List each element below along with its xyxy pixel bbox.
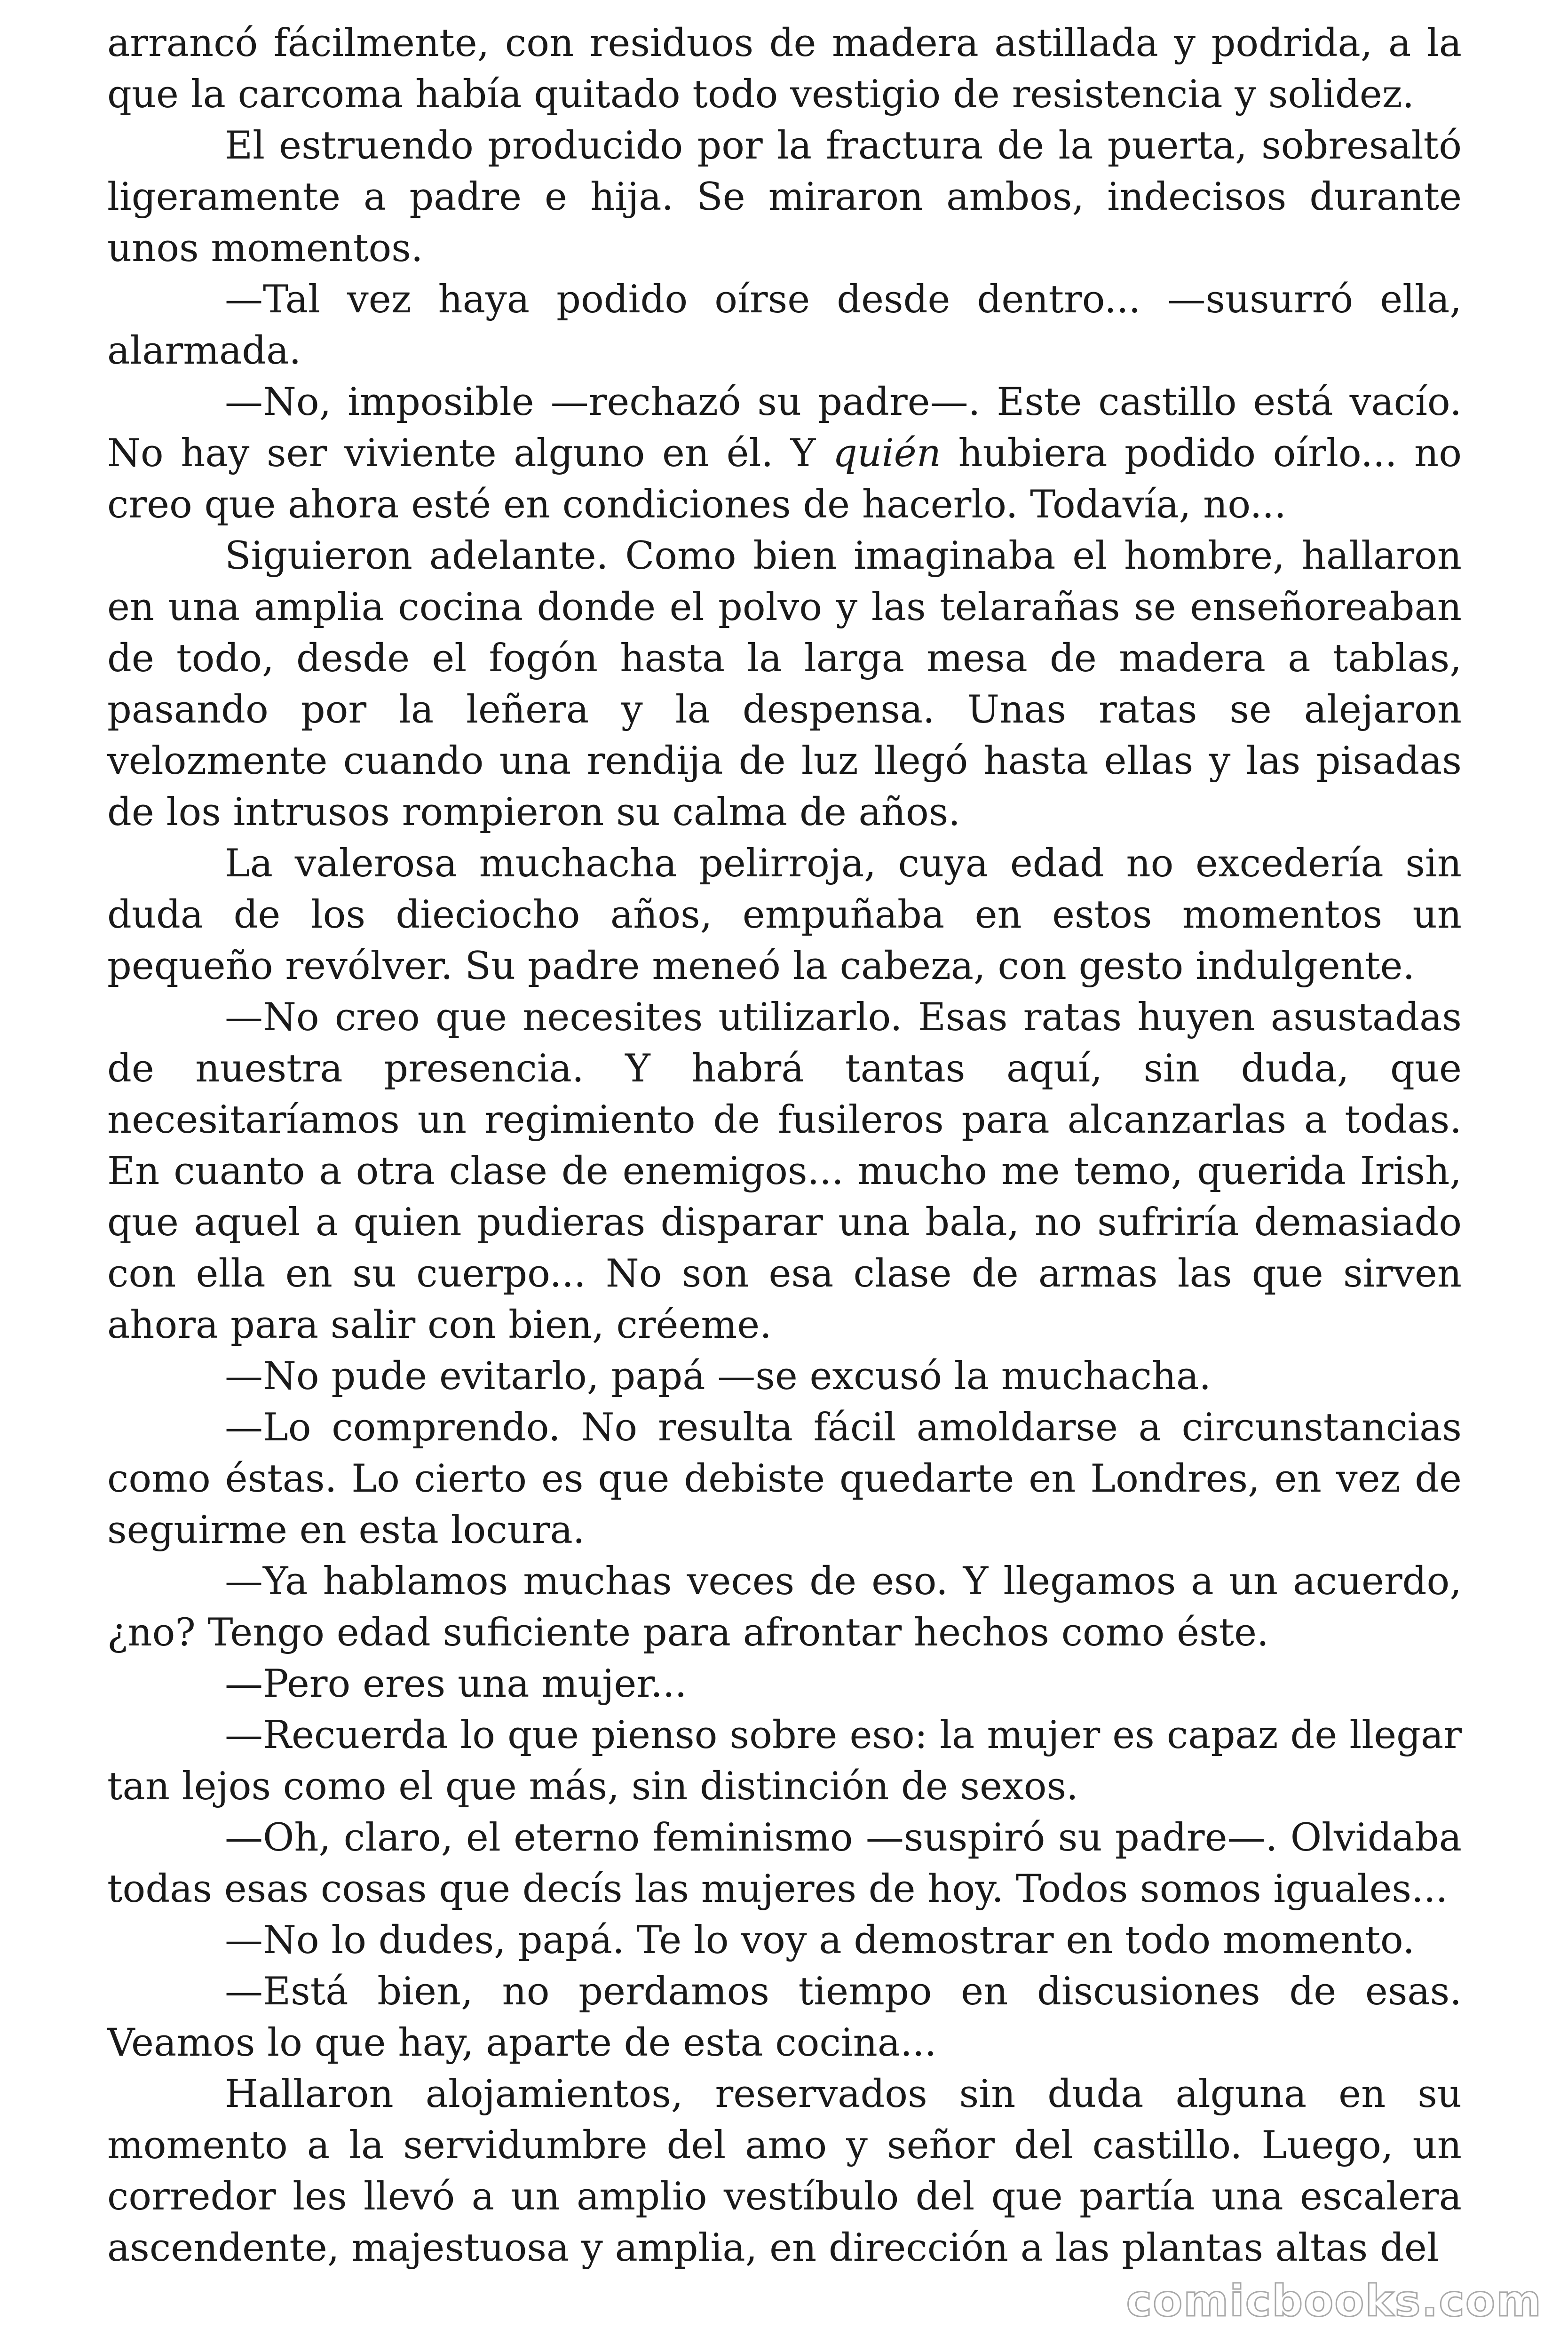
paragraph-1: arrancó fácilmente, con residuos de madera astillada y podrida, a la que la carcoma había quitado todo vestigio de resistencia y solidez. — [107, 21, 1462, 117]
paragraph-14: —No lo dudes, papá. Te lo voy a demostrar en todo momento. — [225, 1918, 1415, 1963]
paragraph-8: —No pude evitarlo, papá —se excusó la muchacha. — [225, 1354, 1212, 1398]
paragraph-4-emphasis: quién — [832, 431, 941, 476]
paragraph-12: —Recuerda lo que pienso sobre eso: la mujer es capaz de llegar tan lejos como el que más, sin distinción de sexos. — [107, 1713, 1462, 1809]
paragraph-9: —Lo comprendo. No resulta fácil amoldarse a circunstancias como éstas. Lo cierto es que debiste quedarte en Londres, en vez de seguirme en esta locura. — [107, 1406, 1462, 1552]
paragraph-4 — [107, 377, 1462, 531]
watermark-logo: comicbooks.com — [1126, 2276, 1542, 2326]
paragraph-13: —Oh, claro, el eterno feminismo —suspiró su padre—. Olvidaba todas esas cosas que decís las mujeres de hoy. Todos somos iguales... — [107, 1816, 1462, 1911]
paragraph-5: Siguieron adelante. Como bien imaginaba el hombre, hallaron en una amplia cocina donde el polvo y las telarañas se enseñoreaban de todo, desde el fogón hasta la larga mesa de madera a tablas, pasando por la leñera y la despensa. Unas ratas se alejaron velozmente cuando una rendija de luz llegó hasta ellas y las pisadas de los intrusos rompieron su calma de años. — [107, 534, 1462, 834]
page-text — [107, 18, 1462, 2274]
paragraph-10: —Ya hablamos muchas veces de eso. Y llegamos a un acuerdo, ¿no? Tengo edad suficiente para afrontar hechos como éste. — [107, 1559, 1462, 1655]
paragraph-2: El estruendo producido por la fractura de la puerta, sobresaltó ligeramente a padre e hija. Se miraron ambos, indecisos durante unos momentos. — [107, 124, 1462, 270]
paragraph-15: —Está bien, no perdamos tiempo en discusiones de esas. Veamos lo que hay, aparte de esta cocina... — [107, 1970, 1462, 2065]
paragraph-16: Hallaron alojamientos, reservados sin duda alguna en su momento a la servidumbre del amo y señor del castillo. Luego, un corredor les llevó a un amplio vestíbulo del que partía una escalera ascendente, majestuosa y amplia, en dirección a las plantas altas del — [107, 2072, 1462, 2270]
paragraph-6: La valerosa muchacha pelirroja, cuya edad no excedería sin duda de los dieciocho años, empuñaba en estos momentos un pequeño revólver. Su padre meneó la cabeza, con gesto indulgente. — [107, 842, 1462, 988]
paragraph-7: —No creo que necesites utilizarlo. Esas ratas huyen asustadas de nuestra presencia. Y habrá tantas aquí, sin duda, que necesitaríamos un regimiento de fusileros para alcanzarlas a todas. En cuanto a otra clase de enemigos... mucho me temo, querida Irish, que aquel a quien pudieras disparar una bala, no sufriría demasiado con ella en su cuerpo... No son esa clase de armas las que sirven ahora para salir con bien, créeme. — [107, 995, 1462, 1347]
paragraph-11: —Pero eres una mujer... — [225, 1662, 687, 1706]
paragraph-3: —Tal vez haya podido oírse desde dentro... —susurró ella, alarmada. — [107, 278, 1462, 373]
paragraph-4-end: hubiera podido oírlo... no creo que ahora esté en condiciones de hacerlo. Todavía, no... — [107, 431, 1462, 527]
paragraph-4-start: —No, imposible —rechazó su padre—. Este castillo está vacío. No hay ser viviente alguno en él. Y — [107, 380, 1462, 476]
